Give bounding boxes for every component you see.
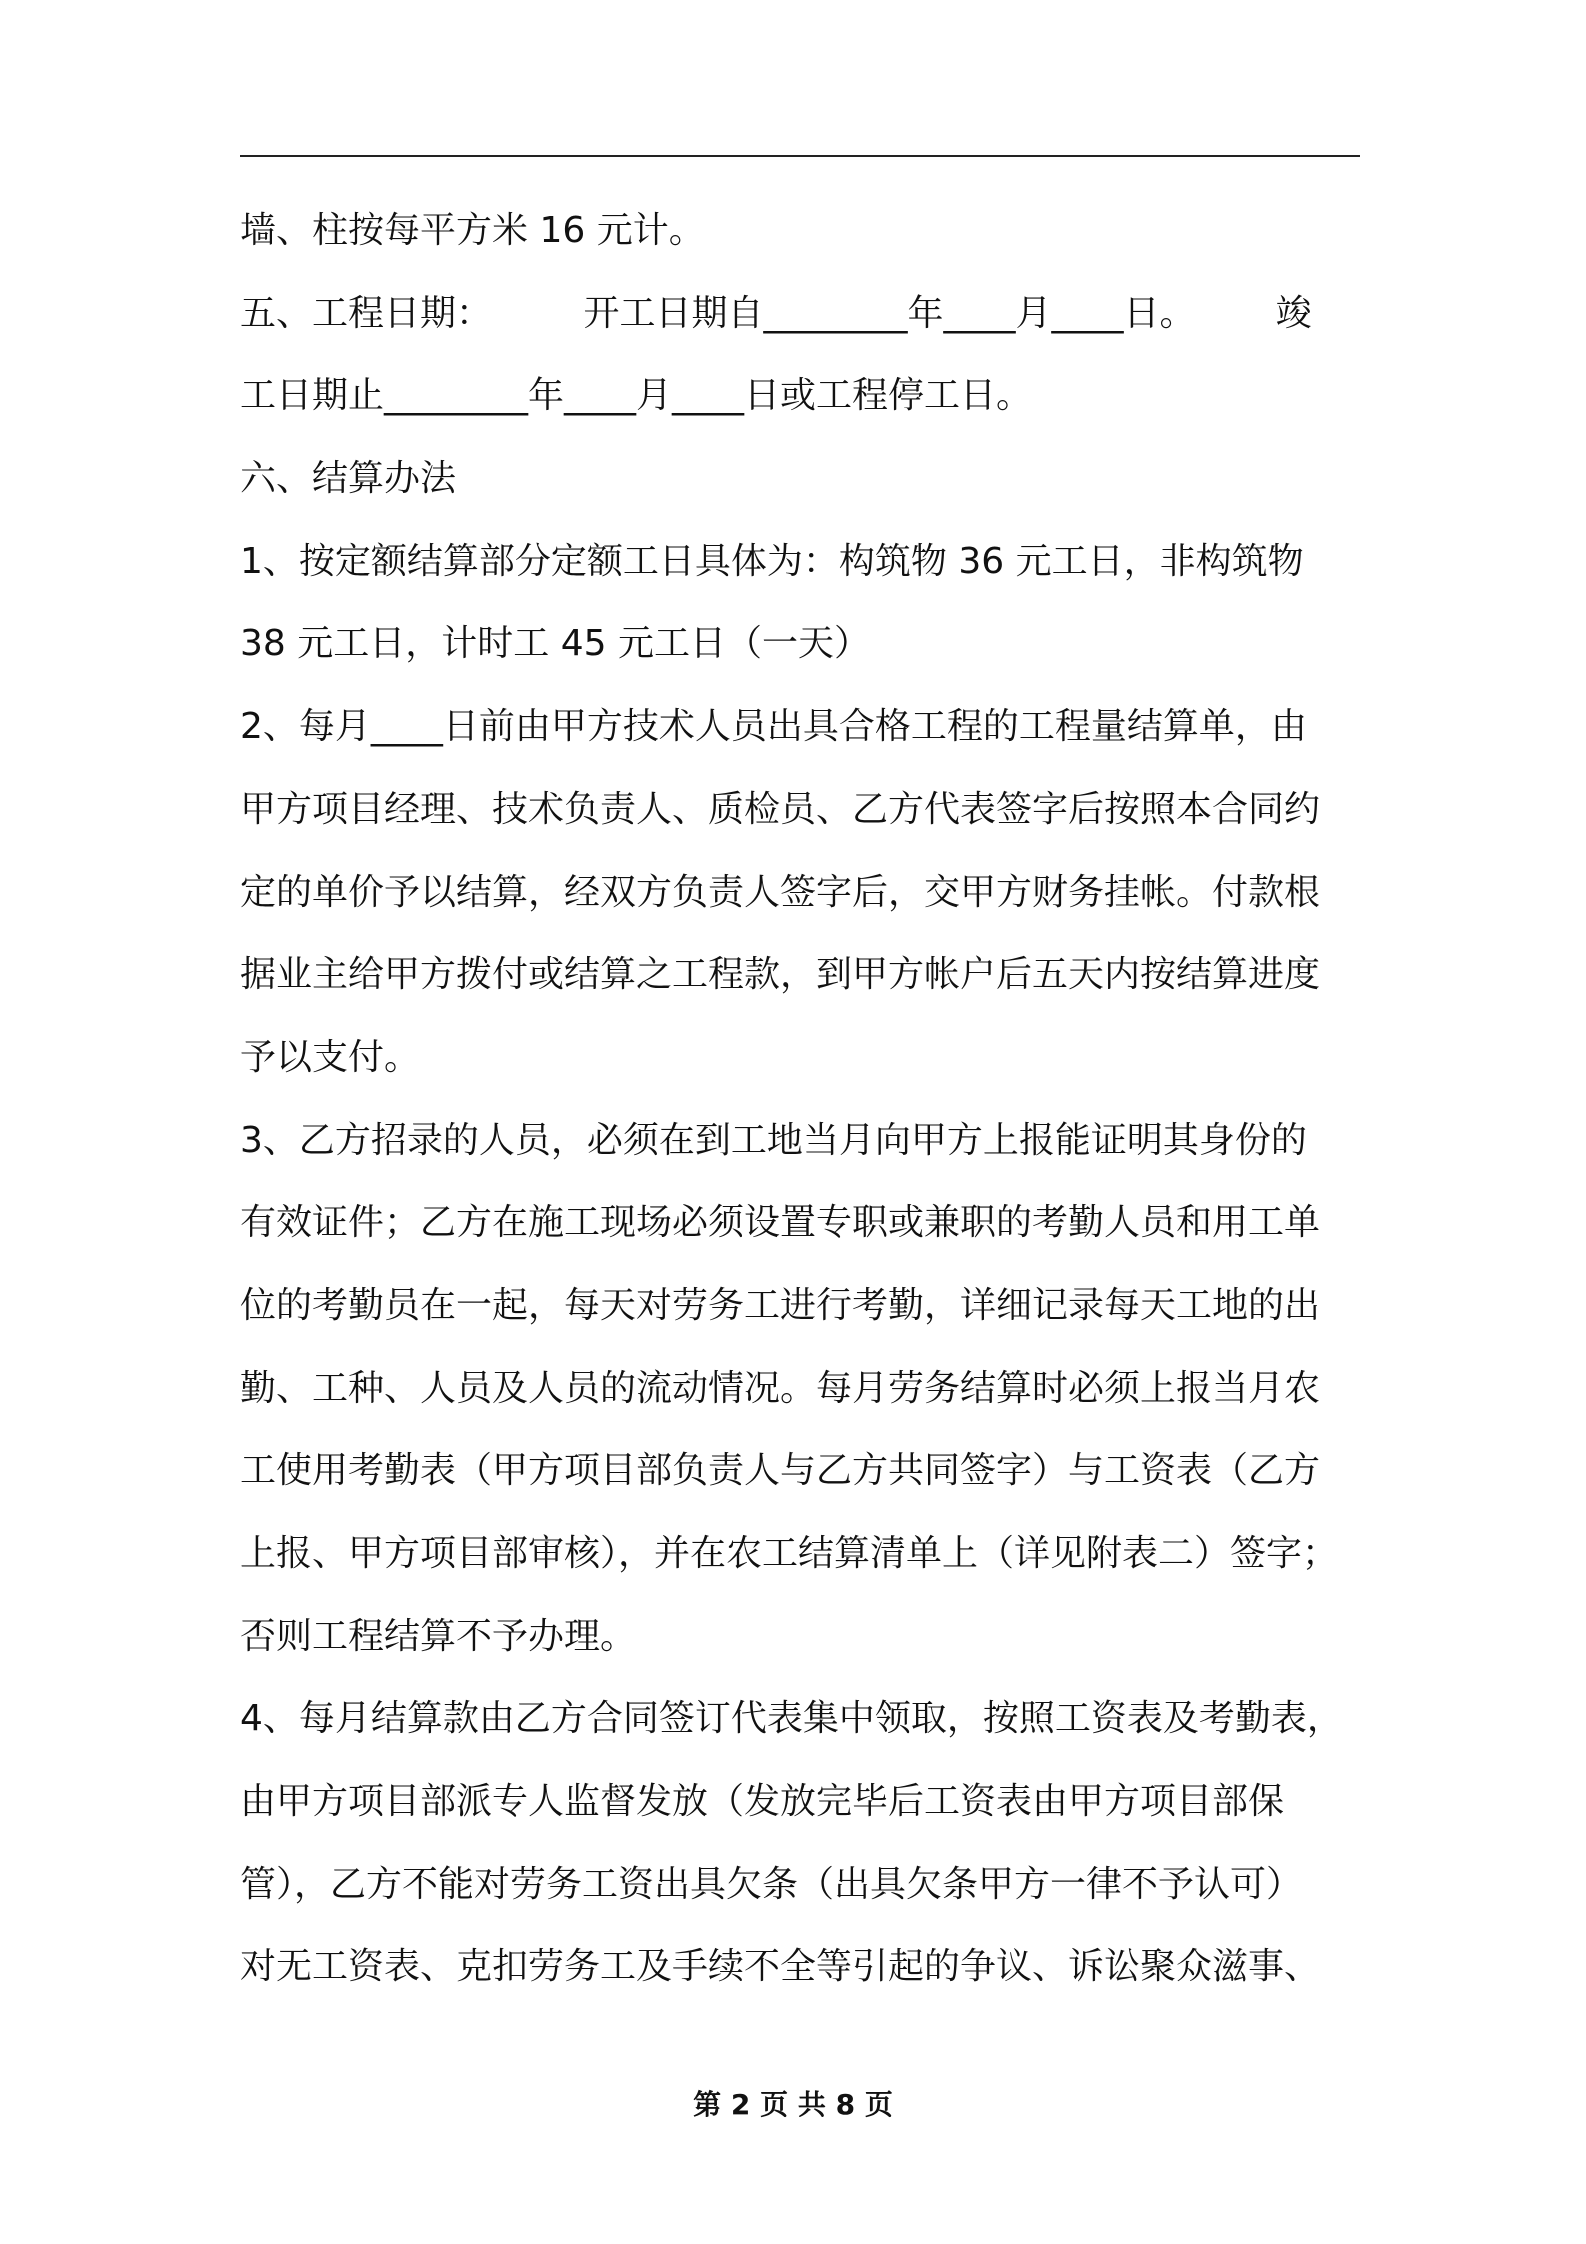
text-line: 38 元工日，计时工 45 元工日（一天） [240,623,870,665]
text-line: 1、按定额结算部分定额工日具体为：构筑物 36 元工日，非构筑物 [240,540,1304,582]
text-line: 否则工程结算不予办理。 [240,1615,637,1657]
document-body [240,190,1365,2009]
text-line: 有效证件；乙方在施工现场必须设置专职或兼职的考勤人员和用工单 [240,1202,1321,1244]
section-heading: 六、结算办法 [240,458,457,500]
text-line: 工日期止________年____月____日或工程停工日。 [240,375,1033,417]
page-number: 第 2 页 共 8 页 [693,2088,893,2121]
text-line: 3、乙方招录的人员，必须在到工地当月向甲方上报能证明其身份的 [240,1119,1307,1161]
text-line: 五、工程日期： 开工日期自________年____月____日。 竣 [240,292,1312,334]
text-line: 2、每月____日前由甲方技术人员出具合格工程的工程量结算单，由 [240,706,1307,748]
text-line: 位的考勤员在一起，每天对劳务工进行考勤，详细记录每天工地的出 [240,1284,1321,1326]
text-line: 定的单价予以结算，经双方负责人签字后，交甲方财务挂帐。付款根 [240,871,1321,913]
text-line: 据业主给甲方拨付或结算之工程款，到甲方帐户后五天内按结算进度 [240,954,1321,996]
text-line: 工使用考勤表（甲方项目部负责人与乙方共同签字）与工资表（乙方 [240,1450,1321,1492]
text-line: 墙、柱按每平方米 16 元计。 [240,210,705,251]
text-line: 管），乙方不能对劳务工资出具欠条（出具欠条甲方一律不予认可） [240,1863,1303,1905]
text-line: 予以支付。 [240,1036,421,1078]
text-line: 上报、甲方项目部审核），并在农工结算清单上（详见附表二）签字； [240,1533,1339,1574]
text-line: 甲方项目经理、技术负责人、质检员、乙方代表签字后按照本合同约 [240,788,1321,830]
text-line: 4、每月结算款由乙方合同签订代表集中领取，按照工资表及考勤表， [240,1698,1343,1740]
text-line: 对无工资表、克扣劳务工及手续不全等引起的争议、诉讼聚众滋事、 [240,1946,1321,1988]
text-line: 勤、工种、人员及人员的流动情况。每月劳务结算时必须上报当月农 [240,1367,1321,1409]
text-line: 由甲方项目部派专人监督发放（发放完毕后工资表由甲方项目部保 [240,1781,1285,1823]
header-rule [240,155,1360,157]
